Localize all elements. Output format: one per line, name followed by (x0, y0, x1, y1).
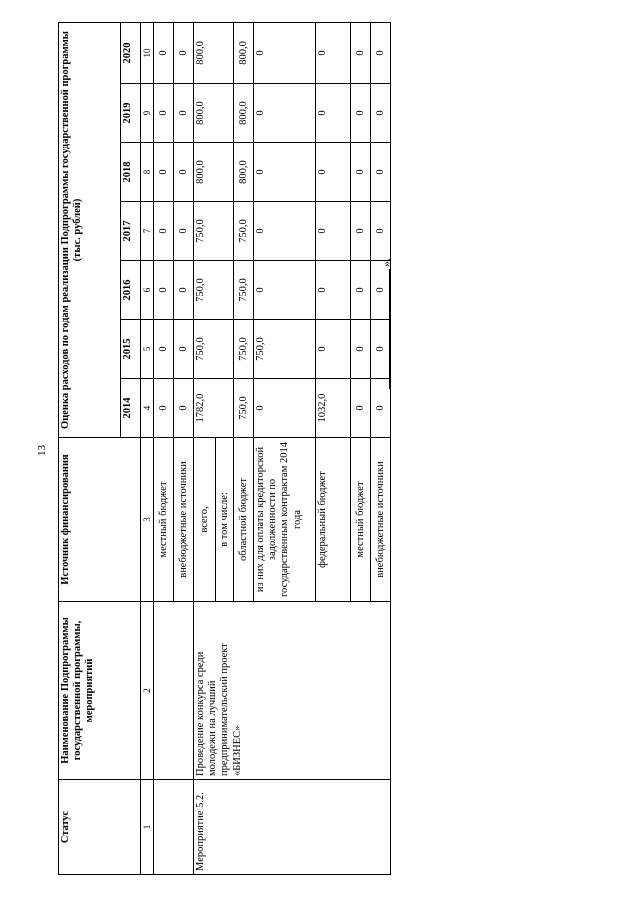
value-cell: 0 (371, 143, 391, 202)
value-cell: 0 (371, 84, 391, 143)
value-cell: 0 (316, 320, 351, 379)
value-cell: 0 (154, 202, 174, 261)
value-cell: 0 (316, 22, 351, 83)
value-cell: 0 (254, 202, 316, 261)
measure-status: Мероприятие 5.2. (194, 780, 391, 875)
value-cell: 0 (351, 379, 371, 438)
column-number: 7 (141, 202, 154, 261)
source-cell: из них для оплаты кредиторской задолженности по государственным контрактам 2014 года (254, 438, 316, 602)
header-year: 2015 (121, 320, 141, 379)
source-cell: местный бюджет (351, 438, 371, 602)
value-cell: 0 (371, 320, 391, 379)
expenditure-table (58, 22, 391, 875)
header-year: 2016 (121, 261, 141, 320)
value-cell: 0 (254, 84, 316, 143)
source-cell: всего, (194, 438, 216, 602)
value-cell: 0 (351, 22, 371, 83)
value-cell: 800,0 (234, 84, 254, 143)
closing-underline (389, 269, 390, 389)
value-cell: 800,0 (234, 143, 254, 202)
source-cell: местный бюджет (154, 438, 174, 602)
value-cell: 0 (174, 261, 194, 320)
value-cell: 0 (254, 22, 316, 83)
value-cell: 0 (154, 22, 174, 83)
column-number: 3 (141, 438, 154, 602)
header-year: 2019 (121, 84, 141, 143)
value-cell: 0 (154, 143, 174, 202)
value-cell: 0 (316, 202, 351, 261)
value-cell: 0 (316, 261, 351, 320)
value-cell: 0 (254, 261, 316, 320)
value-cell: 750,0 (234, 379, 254, 438)
value-cell: 750,0 (254, 320, 316, 379)
value-cell: 750,0 (194, 261, 234, 320)
header-source: Источник финансирования (59, 438, 141, 602)
value-cell: 0 (174, 379, 194, 438)
value-cell: 750,0 (234, 202, 254, 261)
header-year: 2017 (121, 202, 141, 261)
value-cell: 0 (154, 379, 174, 438)
value-cell: 0 (316, 143, 351, 202)
value-cell: 750,0 (234, 261, 254, 320)
value-cell: 750,0 (194, 202, 234, 261)
table-row (154, 22, 174, 874)
source-cell: в том числе: (216, 438, 234, 602)
source-cell: внебюджетные источники (371, 438, 391, 602)
closing-quote-text: ». (379, 258, 393, 267)
value-cell: 0 (351, 320, 371, 379)
column-number: 10 (141, 22, 154, 83)
source-cell: федеральный бюджет (316, 438, 351, 602)
value-cell: 0 (154, 261, 174, 320)
column-number: 8 (141, 143, 154, 202)
value-cell: 1782,0 (194, 379, 234, 438)
value-cell: 0 (351, 261, 371, 320)
value-cell: 0 (174, 84, 194, 143)
column-number: 2 (141, 602, 154, 780)
value-cell: 0 (154, 320, 174, 379)
value-cell: 0 (174, 202, 194, 261)
value-cell: 0 (316, 84, 351, 143)
header-estimate: Оценка расходов по годам реализации Подпрограммы государственной программы (тыс. рублей) (59, 22, 121, 437)
value-cell: 0 (371, 22, 391, 83)
column-number: 9 (141, 84, 154, 143)
measure-name: Проведение конкурса среди молодежи на лучший предпринимательский проект «БИЗНЕС» (194, 602, 391, 780)
value-cell: 0 (174, 320, 194, 379)
header-status: Статус (59, 780, 141, 875)
value-cell: 0 (371, 261, 391, 320)
page-number: 13 (36, 445, 48, 456)
source-cell: областной бюджет (234, 438, 254, 602)
value-cell: 800,0 (194, 84, 234, 143)
source-cell: внебюджетные источники (174, 438, 194, 602)
column-number: 5 (141, 320, 154, 379)
value-cell: 0 (371, 379, 391, 438)
table-row (194, 22, 216, 874)
value-cell: 800,0 (194, 143, 234, 202)
column-number: 6 (141, 261, 154, 320)
value-cell: 0 (351, 84, 371, 143)
column-number: 4 (141, 379, 154, 438)
value-cell: 0 (351, 143, 371, 202)
value-cell: 800,0 (194, 22, 234, 83)
header-year: 2018 (121, 143, 141, 202)
header-year: 2014 (121, 379, 141, 438)
value-cell: 0 (174, 22, 194, 83)
value-cell: 750,0 (194, 320, 234, 379)
value-cell: 0 (254, 379, 316, 438)
value-cell: 0 (174, 143, 194, 202)
value-cell: 0 (154, 84, 174, 143)
header-year: 2020 (121, 22, 141, 83)
column-numbers-row (141, 22, 154, 874)
value-cell: 800,0 (234, 22, 254, 83)
name-cell-empty (154, 602, 194, 780)
value-cell: 0 (371, 202, 391, 261)
value-cell: 750,0 (234, 320, 254, 379)
value-cell: 0 (254, 143, 316, 202)
status-cell-empty (154, 780, 194, 875)
value-cell: 0 (351, 202, 371, 261)
value-cell: 1032,0 (316, 379, 351, 438)
column-number: 1 (141, 780, 154, 875)
header-name: Наименование Подпрограммы государственной программы, мероприятий (59, 602, 141, 780)
